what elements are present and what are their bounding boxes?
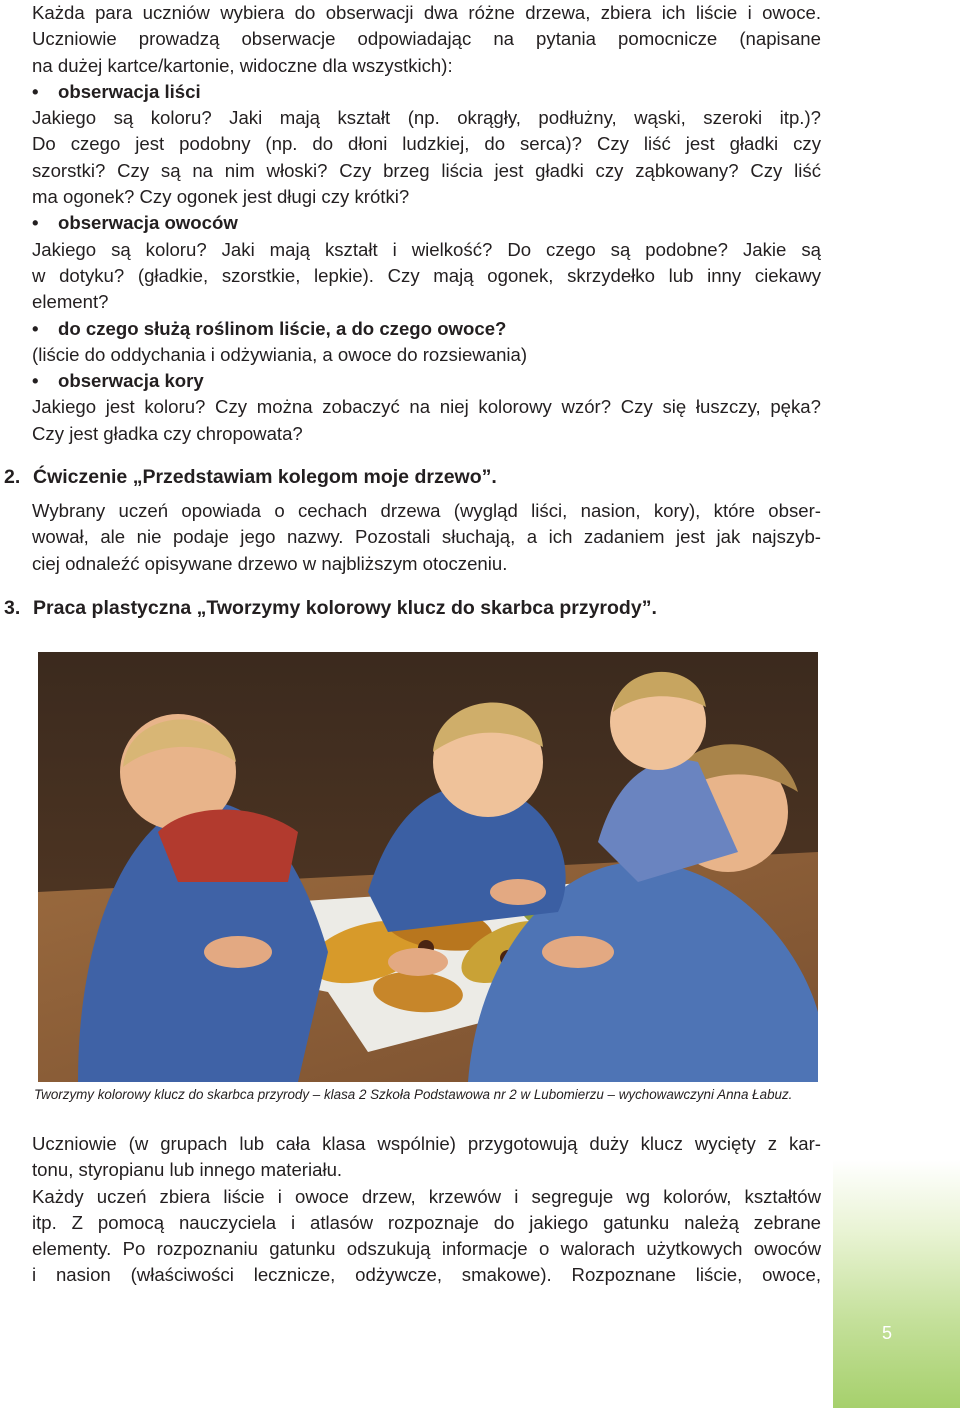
bullet-icon: •	[32, 317, 39, 339]
bullet-leaves	[32, 79, 821, 105]
section-2-line: ciej odnaleźć opisywane drzewo w najbliższym otoczeniu.	[32, 552, 508, 574]
bullet-icon: •	[32, 80, 39, 102]
bark-line: Jakiego jest koloru? Czy można zobaczyć na niej kolorowy wzór? Czy się łuszczy, pęka?	[32, 396, 821, 418]
fruits-line: Jakiego są koloru? Jaki mają kształt i wielkość? Do czego są podobne? Jakie są	[32, 238, 821, 260]
fruits-line: w dotyku? (gładkie, szorstkie, lepkie). Czy mają ogonek, skrzydełko lub inny ciekawy	[32, 264, 821, 286]
section-2-line: wował, ale nie podaje jego nazwy. Pozostali słuchają, a ich zadaniem jest jak najszyb-	[32, 526, 821, 548]
bottom-line: i nasion (właściwości lecznicze, odżywcze, smakowe). Rozpoznane liście, owoce,	[32, 1264, 821, 1286]
bullet-purpose	[32, 316, 821, 342]
section-number: 3.	[4, 597, 21, 619]
intro-block	[32, 0, 821, 447]
fruits-line: element?	[32, 291, 109, 313]
leaves-line: ma ogonek? Czy ogonek jest długi czy krótki?	[32, 186, 410, 208]
bullet-icon: •	[32, 212, 39, 234]
intro-line: na dużej kartce/kartonie, widoczne dla wszystkich):	[32, 54, 453, 76]
section-title: Praca plastyczna „Tworzymy kolorowy klucz do skarbca przyrody”.	[33, 597, 657, 619]
bullet-fruits	[32, 210, 821, 236]
bullet-label: obserwacja liści	[58, 80, 201, 102]
page-accent-bar	[833, 1160, 960, 1408]
photo-caption: Tworzymy kolorowy klucz do skarbca przyrody – klasa 2 Szkoła Podstawowa nr 2 w Lubomierzu – wychowawczyni Anna Łabuz.	[34, 1087, 793, 1102]
section-3-heading	[4, 597, 657, 620]
leaves-line: Jakiego są koloru? Jaki mają kształt (np. okrągły, podłużny, wąski, szeroki itp.)?	[32, 107, 821, 129]
bottom-line: Uczniowie (w grupach lub cała klasa wspólnie) przygotowują duży klucz wycięty z kar-	[32, 1133, 821, 1154]
section-2-line: Wybrany uczeń opowiada o cechach drzewa (wygląd liści, nasion, kory), które obser-	[32, 500, 821, 521]
section-2-body	[32, 498, 821, 577]
purpose-line: (liście do oddychania i odżywiania, a owoce do rozsiewania)	[32, 343, 528, 365]
section-2-heading	[4, 466, 497, 489]
classroom-photo	[38, 652, 818, 1082]
bullet-label: do czego służą roślinom liście, a do czego owoce?	[58, 317, 507, 339]
bottom-block	[32, 1131, 821, 1289]
intro-line: Każda para uczniów wybiera do obserwacji dwa różne drzewa, zbiera ich liście i owoce.	[32, 2, 821, 23]
bark-line: Czy jest gładka czy chropowata?	[32, 422, 303, 444]
leaves-line: szorstki? Czy są na nim włoski? Czy brzeg liścia jest gładki czy ząbkowany? Czy liść	[32, 159, 821, 181]
section-number: 2.	[4, 466, 21, 488]
bullet-label: obserwacja kory	[58, 370, 204, 392]
bullet-bark	[32, 368, 821, 394]
bullet-icon: •	[32, 370, 39, 392]
bullet-label: obserwacja owoców	[58, 212, 238, 234]
bottom-line: itp. Z pomocą nauczyciela i atlasów rozpoznaje do jakiego gatunku należą zebrane	[32, 1211, 821, 1233]
bottom-line: elementy. Po rozpoznaniu gatunku odszukują informacje o walorach użytkowych owoców	[32, 1238, 821, 1260]
leaves-line: Do czego jest podobny (np. do dłoni ludzkiej, do serca)? Czy liść jest gładki czy	[32, 133, 821, 155]
page-number: 5	[881, 1323, 892, 1343]
bottom-line: Każdy uczeń zbiera liście i owoce drzew, krzewów i segreguje wg kolorów, kształtów	[32, 1185, 821, 1207]
bottom-line: tonu, styropianu lub innego materiału.	[32, 1159, 343, 1181]
intro-line: Uczniowie prowadzą obserwacje odpowiadając na pytania pomocnicze (napisane	[32, 28, 821, 50]
section-title: Ćwiczenie „Przedstawiam kolegom moje drzewo”.	[33, 466, 497, 488]
